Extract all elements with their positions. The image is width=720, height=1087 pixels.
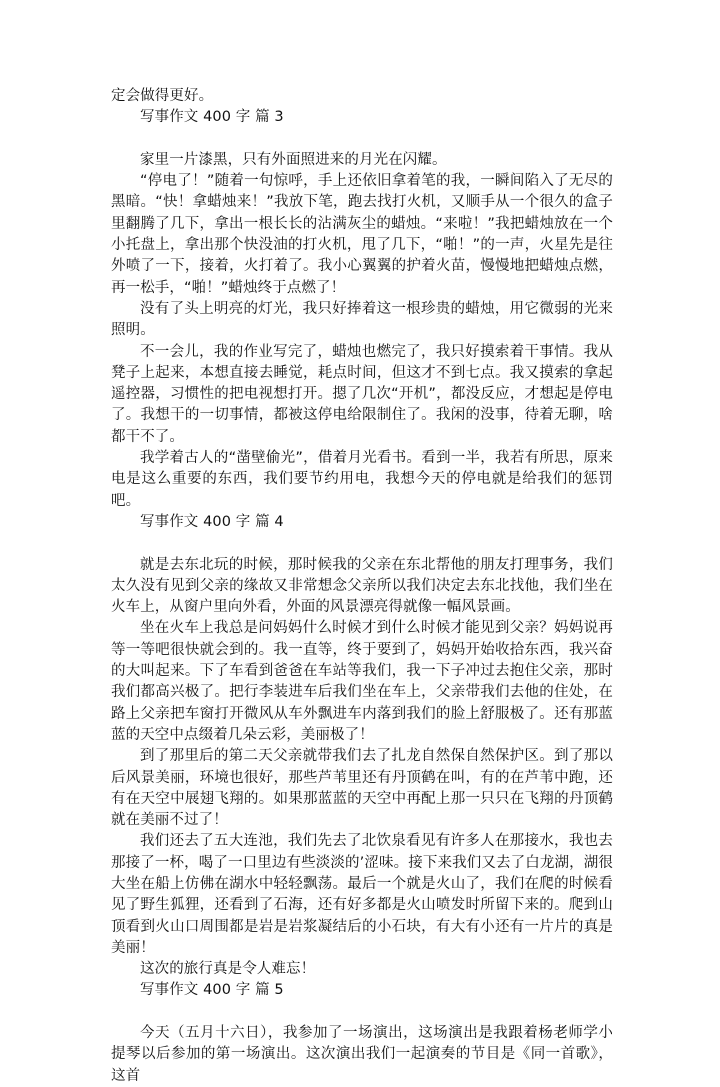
paragraph: 家里一片漆黑，只有外面照进来的月光在闪耀。 — [140, 151, 447, 168]
paragraph: 到了那里后的第二天父亲就带我们去了扎龙自然保自然保护区。到了那以后风景美丽，环境也很好，那些芦苇里还有丹顶鹤在叫，有的在芦苇中跑，还有在天空中展翅飞翔的。如果那蓝蓝的天空中再配上那一只只在飞翔的丹顶鹤就在美丽不过了！ — [111, 748, 613, 829]
section-heading-5: 写事作文 400 字 篇 5 — [140, 982, 284, 999]
paragraph: 坐在火车上我总是问妈妈什么时候才到什么时候才能见到父亲？妈妈说再等一等吧很快就会到的。我一直等，终于要到了，妈妈开始收拾东西，我兴奋的大叫起来。下了车看到爸爸在车站等我们，我一下子冲过去抱住父亲，那时我们都高兴极了。把行李装进车后我们坐在车上，父亲带我们去他的住处，在路上父亲把车窗打开微风从车外飘进车内落到我们的脸上舒服极了。还有那蓝蓝的天空中点缀着几朵云彩，美丽极了！ — [111, 620, 613, 743]
paragraph: 我学着古人的“凿壁偷光”，借着月光看书。看到一半，我若有所思，原来电是这么重要的东西，我们要节约用电，我想今天的停电就是给我们的惩罚吧。 — [111, 450, 613, 509]
paragraph: 没有了头上明亮的灯光，我只好捧着这一根珍贵的蜡烛，用它微弱的光来照明。 — [111, 300, 613, 339]
body-text-fragment: 定会做得更好。 — [111, 88, 214, 104]
paragraph: 不一会儿，我的作业写完了，蜡烛也燃完了，我只好摸索着干事情。我从凳子上起来，本想直接去睡觉，耗点时间，但这才不到七点。我又摸索的拿起遥控器，习惯性的把电视想打开。摁了几次“开机”，都没反应，才想起是停电了。我想干的一切事情，都被这停电给限制住了。我闲的没事，待着无聊，啥都干不了。 — [111, 343, 613, 445]
section-heading-4: 写事作文 400 字 篇 4 — [140, 513, 284, 530]
document-body — [111, 86, 613, 1087]
paragraph: 就是去东北玩的时候，那时候我的父亲在东北帮他的朋友打理事务，我们太久没有见到父亲的缘故又非常想念父亲所以我们决定去东北找他，我们坐在火车上，从窗户里向外看，外面的风景漂亮得就像一幅风景画。 — [111, 556, 613, 616]
section-heading-3: 写事作文 400 字 篇 3 — [140, 109, 284, 126]
paragraph: 今天（五月十六日），我参加了一场演出，这场演出是我跟着杨老师学小提琴以后参加的第一场演出。这次演出我们一起演奏的节目是《同一首歌》，这首 — [111, 1025, 613, 1084]
paragraph: “停电了！”随着一句惊呼，手上还依旧拿着笔的我，一瞬间陷入了无尽的黑暗。“快！拿蜡烛来！”我放下笔，跑去找打火机，又顺手从一个很久的盒子里翻腾了几下，拿出一根长长的沾满灰尘的蜡烛。“来啦！”我把蜡烛放在一个小托盘上，拿出那个快没油的打火机，甩了几下，“啪！”的一声，火星先是往外喷了一下，接着，火打着了。我小心翼翼的护着火苗，慢慢地把蜡烛点燃，再一松手，“啪！”蜡烛终于点燃了！ — [111, 173, 613, 296]
paragraph: 这次的旅行真是令人难忘！ — [140, 961, 316, 978]
paragraph: 我们还去了五大连池，我们先去了北饮泉看见有许多人在那接水，我也去那接了一杯，喝了一口里边有些淡淡的’涩味。接下来我们又去了白龙湖，湖很大坐在船上仿佛在湖水中轻轻飘荡。最后一个就是火山了，我们在爬的时候看见了野生狐狸，还看到了石海，还有好多都是火山喷发时所留下来的。爬到山顶看到火山口周围都是岩是岩浆凝结后的小石块，有大有小还有一片片的真是美丽！ — [111, 833, 613, 956]
